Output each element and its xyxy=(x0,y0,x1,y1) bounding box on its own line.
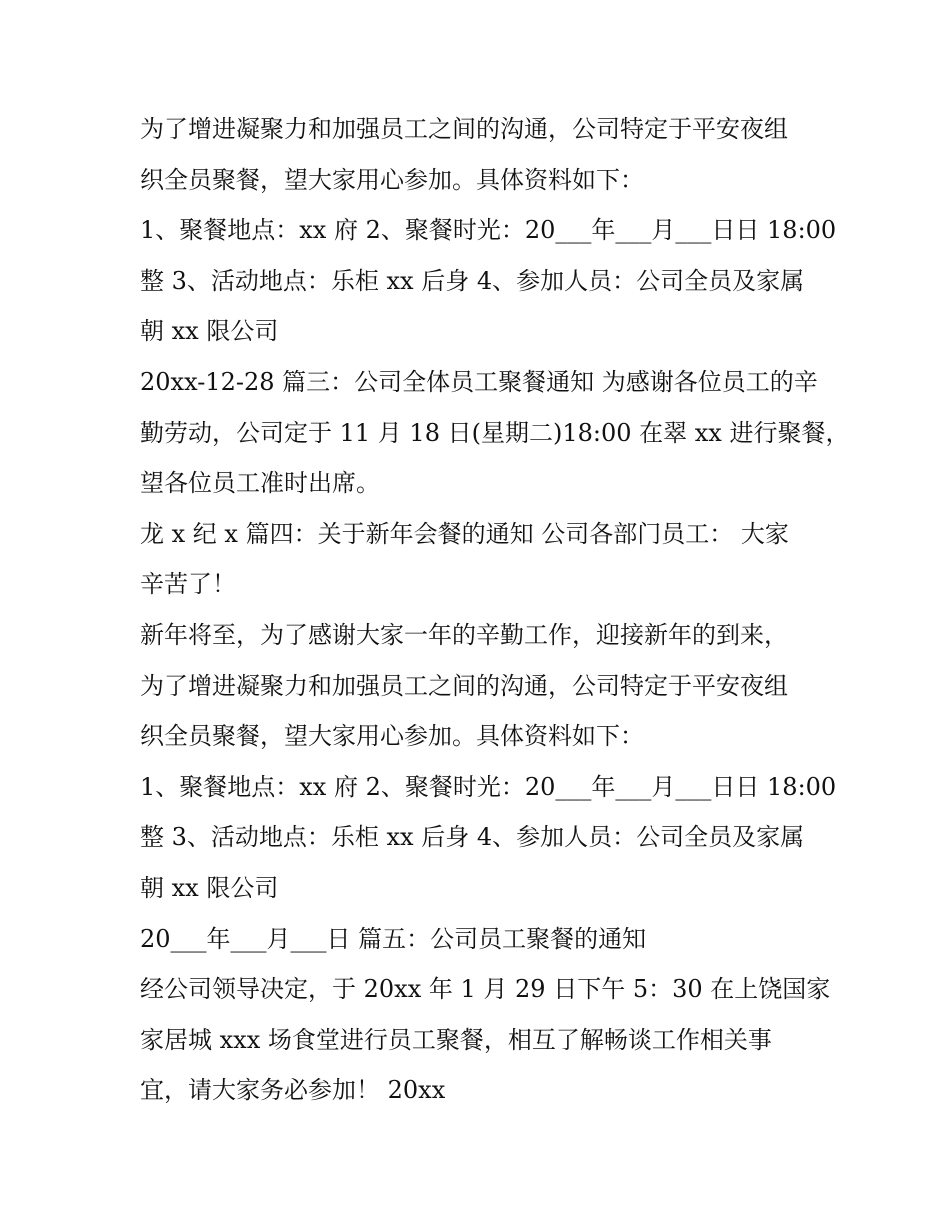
text-line: 为了增进凝聚力和加强员工之间的沟通，公司特定于平安夜组 xyxy=(140,671,788,700)
text-line: 整 3、活动地点：乐柜 xx 后身 4、参加人员：公司全员及家属 xyxy=(140,823,805,852)
text-line: 勤劳动，公司定于 11 月 18 日(星期二)18:00 在翠 xx 进行聚餐， xyxy=(140,418,850,447)
text-line: 龙 x 纪 x 篇四：关于新年会餐的通知 公司各部门员工： 大家 xyxy=(140,519,789,548)
text-line: 织全员聚餐，望大家用心参加。具体资料如下： xyxy=(140,165,644,194)
text-line: 经公司领导决定，于 20xx 年 1 月 29 日下午 5：30 在上饶国家 xyxy=(140,975,831,1004)
text-line: 1、聚餐地点：xx 府 2、聚餐时光：20___年___月___日日 18:00 xyxy=(140,772,837,801)
text-line: 20___年___月___日 篇五：公司员工聚餐的通知 xyxy=(140,924,647,953)
text-line: 1、聚餐地点：xx 府 2、聚餐时光：20___年___月___日日 18:00 xyxy=(140,216,837,245)
text-line: 为了增进凝聚力和加强员工之间的沟通，公司特定于平安夜组 xyxy=(140,115,788,143)
text-line: 整 3、活动地点：乐柜 xx 后身 4、参加人员：公司全员及家属 xyxy=(140,266,805,295)
text-line: 辛苦了！ xyxy=(140,570,236,599)
text-line: 新年将至，为了感谢大家一年的辛勤工作，迎接新年的到来， xyxy=(140,620,788,649)
text-line: 20xx-12-28 篇三：公司全体员工聚餐通知 为感谢各位员工的辛 xyxy=(140,367,818,396)
text-line: 朝 xx 限公司 xyxy=(140,317,279,346)
text-line: 宜，请大家务必参加！ 20xx xyxy=(140,1076,446,1105)
text-line: 望各位员工准时出席。 xyxy=(140,469,380,498)
text-line: 家居城 xxx 场食堂进行员工聚餐，相互了解畅谈工作相关事 xyxy=(140,1025,772,1054)
text-line: 朝 xx 限公司 xyxy=(140,873,279,902)
document-body xyxy=(140,104,850,1116)
text-line: 织全员聚餐，望大家用心参加。具体资料如下： xyxy=(140,722,644,751)
